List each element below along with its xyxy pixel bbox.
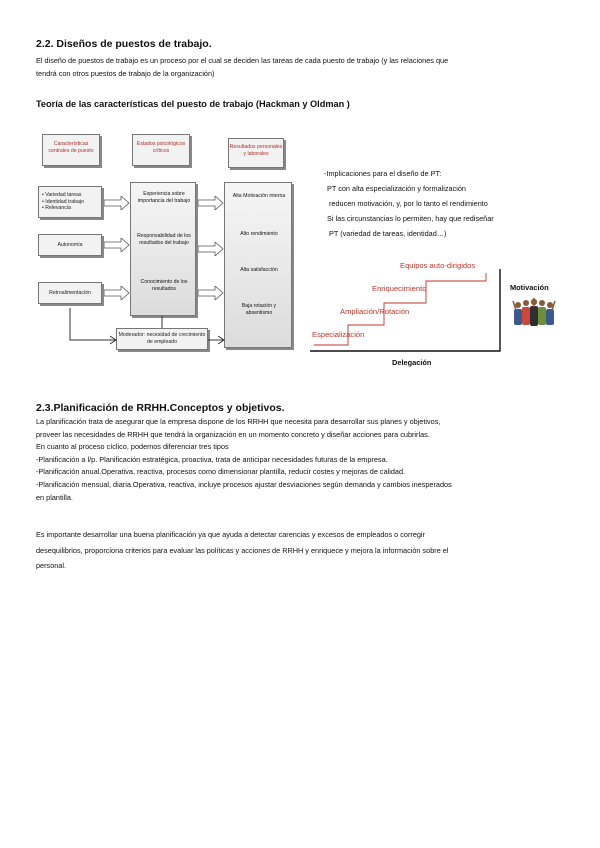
arrow-left-to-mid-3 xyxy=(104,286,130,300)
subtitle-hackman-oldman: Teoría de las características del puesto de trabajo (Hackman y Oldman ) xyxy=(36,99,350,109)
intro-line-1: El diseño de puestos de trabajo es un proceso por el cual se deciden las tareas de cada puesto de trabajo (y las relaciones que xyxy=(36,56,449,65)
implications-line-3: reducen motivación, y, por lo tanto el rendimiento xyxy=(329,199,488,208)
left-box-autonomy: Autonomía xyxy=(38,234,102,256)
arrow-mid-to-right-1 xyxy=(198,196,224,210)
y-axis-motivation-label: Motivación xyxy=(510,283,549,292)
moderator-connector xyxy=(36,300,306,360)
planning-line-7: en plantilla. xyxy=(36,492,73,502)
planning-paragraph xyxy=(36,416,566,504)
step-enlargement-rotation: Ampliación/Rotación xyxy=(340,307,410,316)
closing-line-1: Es importante desarrollar una buena planificación ya que ayuda a detectar carencias y excesos de empleados o corregir xyxy=(36,530,425,539)
left-box-feedback: Retroalimentación xyxy=(38,282,102,304)
arrow-mid-to-right-2 xyxy=(198,242,224,256)
closing-line-2: desequilibrios, proporciona criterios para evaluar las políticas y acciones de RRHH y enriquece y mejora la información sobre el xyxy=(36,545,449,555)
closing-line-3: personal. xyxy=(36,561,67,570)
planning-line-2: proveer las necesidades de RRHH que tendrá la organización en un momento concreto y diseñar acciones para cubrirlas. xyxy=(36,429,430,439)
moderator-box: Moderador: necesidad de crecimiento de empleado xyxy=(116,328,208,350)
left-item-identity: • Identidad trabajo xyxy=(42,198,84,205)
staircase-axes-and-steps xyxy=(308,255,508,355)
mid-item-knowledge: Conocimiento de los resultados xyxy=(140,279,188,292)
planning-line-4: -Planificación a l/p. Planificación estratégica, proactiva, trata de anticipar necesidades futuras de la empresa. xyxy=(36,454,388,464)
section-title-hr-planning: 2.3.Planificación de RRHH.Conceptos y objetivos. xyxy=(36,402,285,414)
x-axis-delegation-label: Delegación xyxy=(392,358,432,367)
implications-line-4: Si las circunstancias lo permiten, hay que rediseñar xyxy=(327,214,494,223)
step-self-directed-teams: Equipos auto-dirigidos xyxy=(400,261,476,270)
intro-line-2: tendrá con otros puestos de trabajo de la organización) xyxy=(36,69,215,78)
right-item-performance: Alto rendimiento xyxy=(240,231,278,237)
implications-line-2: PT con alta especialización y formalización xyxy=(327,184,466,193)
planning-line-1: La planificación trata de asegurar que la empresa dispone de los RRHH que necesita para desarrollar sus planes y objetivos, xyxy=(36,417,441,426)
section-title-job-design: 2.2. Diseños de puestos de trabajo. xyxy=(36,38,212,50)
left-item-variety: • Variedad tareas xyxy=(42,192,82,198)
psychological-states-column xyxy=(130,182,196,316)
team-people-icon xyxy=(512,297,556,329)
arrow-left-to-mid-2 xyxy=(104,238,130,252)
design-implications xyxy=(324,166,584,241)
step-enrichment: Enriquecimiento xyxy=(372,284,427,293)
planning-line-6: -Planificación mensual, diaria.Operativa, reactiva, incluye procesos ajustar desviaciones según demanda y cambios inesperados xyxy=(36,479,452,489)
arrow-left-to-mid-1 xyxy=(104,196,130,210)
mid-item-meaningfulness: Experiencia sobre importancia del trabajo xyxy=(137,191,191,204)
planning-line-5: -Planificación anual.Operativa, reactiva, procesos como dimensionar plantilla, reducir costes y mejoras de calidad. xyxy=(36,467,406,477)
right-item-motivation: Alta Motivación interna xyxy=(232,193,286,199)
mid-item-responsibility: Responsabilidad de los resultados del trabajo xyxy=(137,233,191,246)
step-specialization: Especialización xyxy=(312,330,365,339)
planning-line-3: En cuanto al proceso cíclico, podemos diferenciar tres tipos xyxy=(36,442,229,452)
left-item-relevance: • Relevancia xyxy=(42,205,71,212)
left-box-variety-identity-relevance xyxy=(38,186,102,218)
header-psychological-states: Estados psicológicos críticos xyxy=(132,134,190,166)
job-design-staircase xyxy=(308,255,578,375)
right-item-turnover: Baja rotación y absentismo xyxy=(241,303,277,316)
implications-line-1: -Implicaciones para el diseño de PT: xyxy=(324,169,442,178)
implications-line-5: PT (variedad de tareas, identidad…) xyxy=(329,229,447,238)
right-item-satisfaction: Alta satisfacción xyxy=(240,267,278,273)
closing-paragraph xyxy=(36,527,566,574)
header-outcomes: Resultados personales y laborales xyxy=(228,138,284,168)
hackman-oldman-diagram xyxy=(36,130,306,360)
arrow-mid-to-right-3 xyxy=(198,286,224,300)
header-core-characteristics: Características centrales de puesto xyxy=(42,134,100,166)
